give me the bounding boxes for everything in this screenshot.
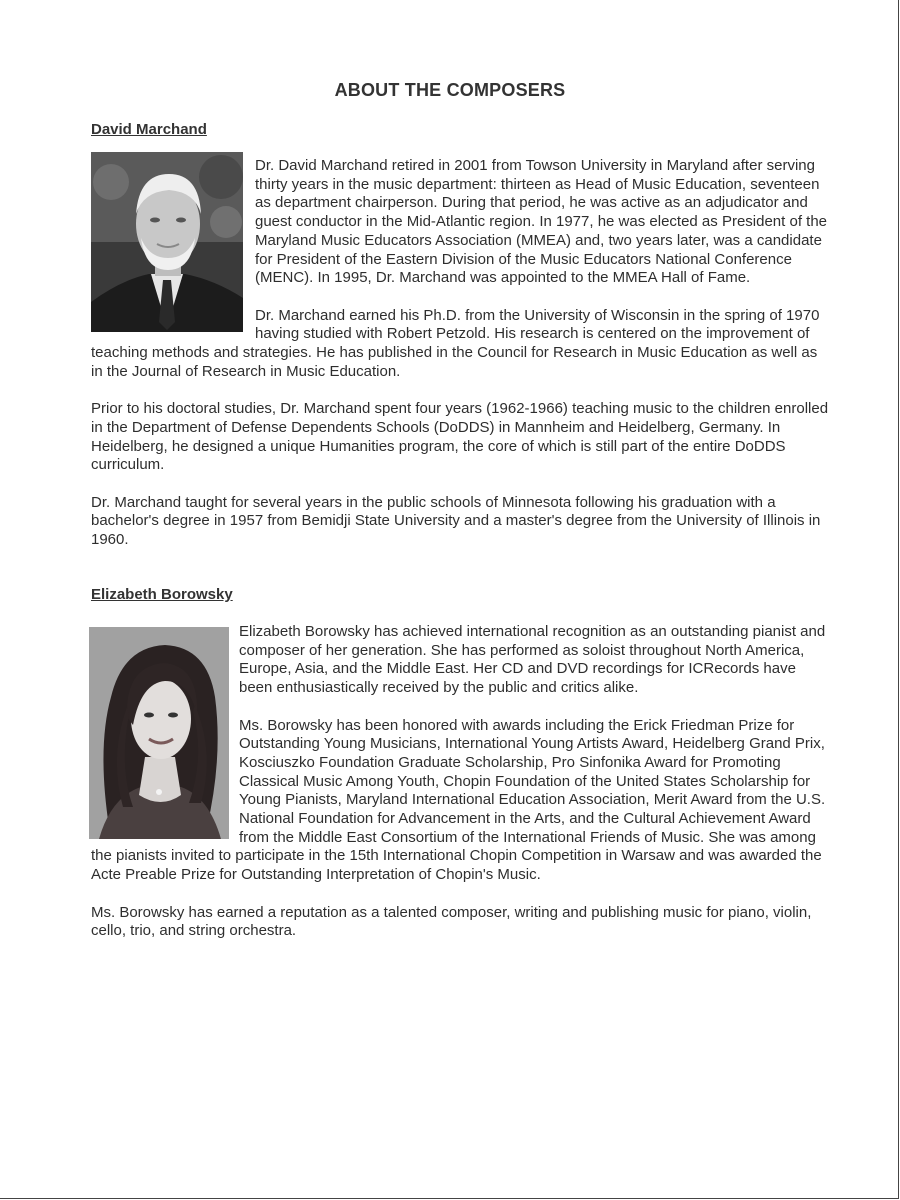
marchand-bio-paragraph-2: Dr. Marchand earned his Ph.D. from the University of Wisconsin in the spring of 1970 having studied with Robert Petzold. His research is centered on the improvement of teaching methods and strategies. He has published in the Council for Research in Music Education as well as in the Journal of Research in Music Education. [91, 306, 820, 380]
borowsky-bio-paragraph-1: Elizabeth Borowsky has achieved international recognition as an outstanding pianist and composer of her generation. She has performed as soloist throughout North America, Europe, Asia, and the Middle East. Her CD and DVD recordings for ICRecords have been enthusiastically received by the public and critics alike. [239, 623, 826, 697]
page-title: ABOUT THE COMPOSERS [334, 80, 566, 100]
composer-name-borowsky: Elizabeth Borowsky [91, 586, 233, 603]
borowsky-photo [89, 627, 229, 839]
borowsky-bio-paragraph-3: Ms. Borowsky has earned a reputation as a talented composer, writing and publishing music for piano, violin, cello, trio, and string orchestra. [91, 903, 812, 940]
composer-bio-borowsky [91, 623, 831, 941]
marchand-portrait-image [91, 152, 243, 332]
borowsky-portrait-image [89, 627, 229, 839]
marchand-bio-paragraph-4: Dr. Marchand taught for several years in the public schools of Minnesota following his graduation with a bachelor's degree in 1957 from Bemidji State University and a master's degree from the University of Illinois in 1960. [91, 493, 821, 549]
marchand-bio-paragraph-1: Dr. David Marchand retired in 2001 from Towson University in Maryland after serving thirty years in the music department: thirteen as Head of Music Education, seventeen as department chairperson. During that period, he was active as an adjudicator and guest conductor in the Mid-Atlantic region. In 1977, he was elected as President of the Maryland Music Educators Association (MMEA) and, two years later, was a candidate for President of the Eastern Division of the Music Educators National Conference (MENC). In 1995, Dr. Marchand was appointed to the MMEA Hall of Fame. [255, 157, 828, 287]
borowsky-bio-paragraph-2: Ms. Borowsky has been honored with awards including the Erick Friedman Prize for Outstanding Young Musicians, International Young Artists Award, Heidelberg Grand Prix, Kosciuszko Foundation Graduate Scholarship, Pro Sinfonika Award for Promoting Classical Music Among Youth, Chopin Foundation of the United States Scholarship for Young Pianists, Maryland International Education Association, Merit Award from the U.S. National Foundation for Advancement in the Arts, and the Cultural Achievement Award from the Middle East Consortium of the International Friends of Music. She was among the pianists invited to participate in the 15th International Chopin Competition in Warsaw and was awarded the Acte Preable Prize for Outstanding Interpretation of Chopin's Music. [91, 716, 826, 884]
composer-bio-marchand [91, 157, 831, 550]
composer-name-marchand: David Marchand [91, 121, 207, 138]
marchand-photo [91, 152, 243, 332]
marchand-bio-paragraph-3: Prior to his doctoral studies, Dr. Marchand spent four years (1962-1966) teaching music to the children enrolled in the Department of Defense Dependents Schools (DoDDS) in Mannheim and Heidelberg, Germany. In Heidelberg, he designed a unique Humanities program, the core of which is still part of the entire DoDDS curriculum. [91, 400, 829, 474]
